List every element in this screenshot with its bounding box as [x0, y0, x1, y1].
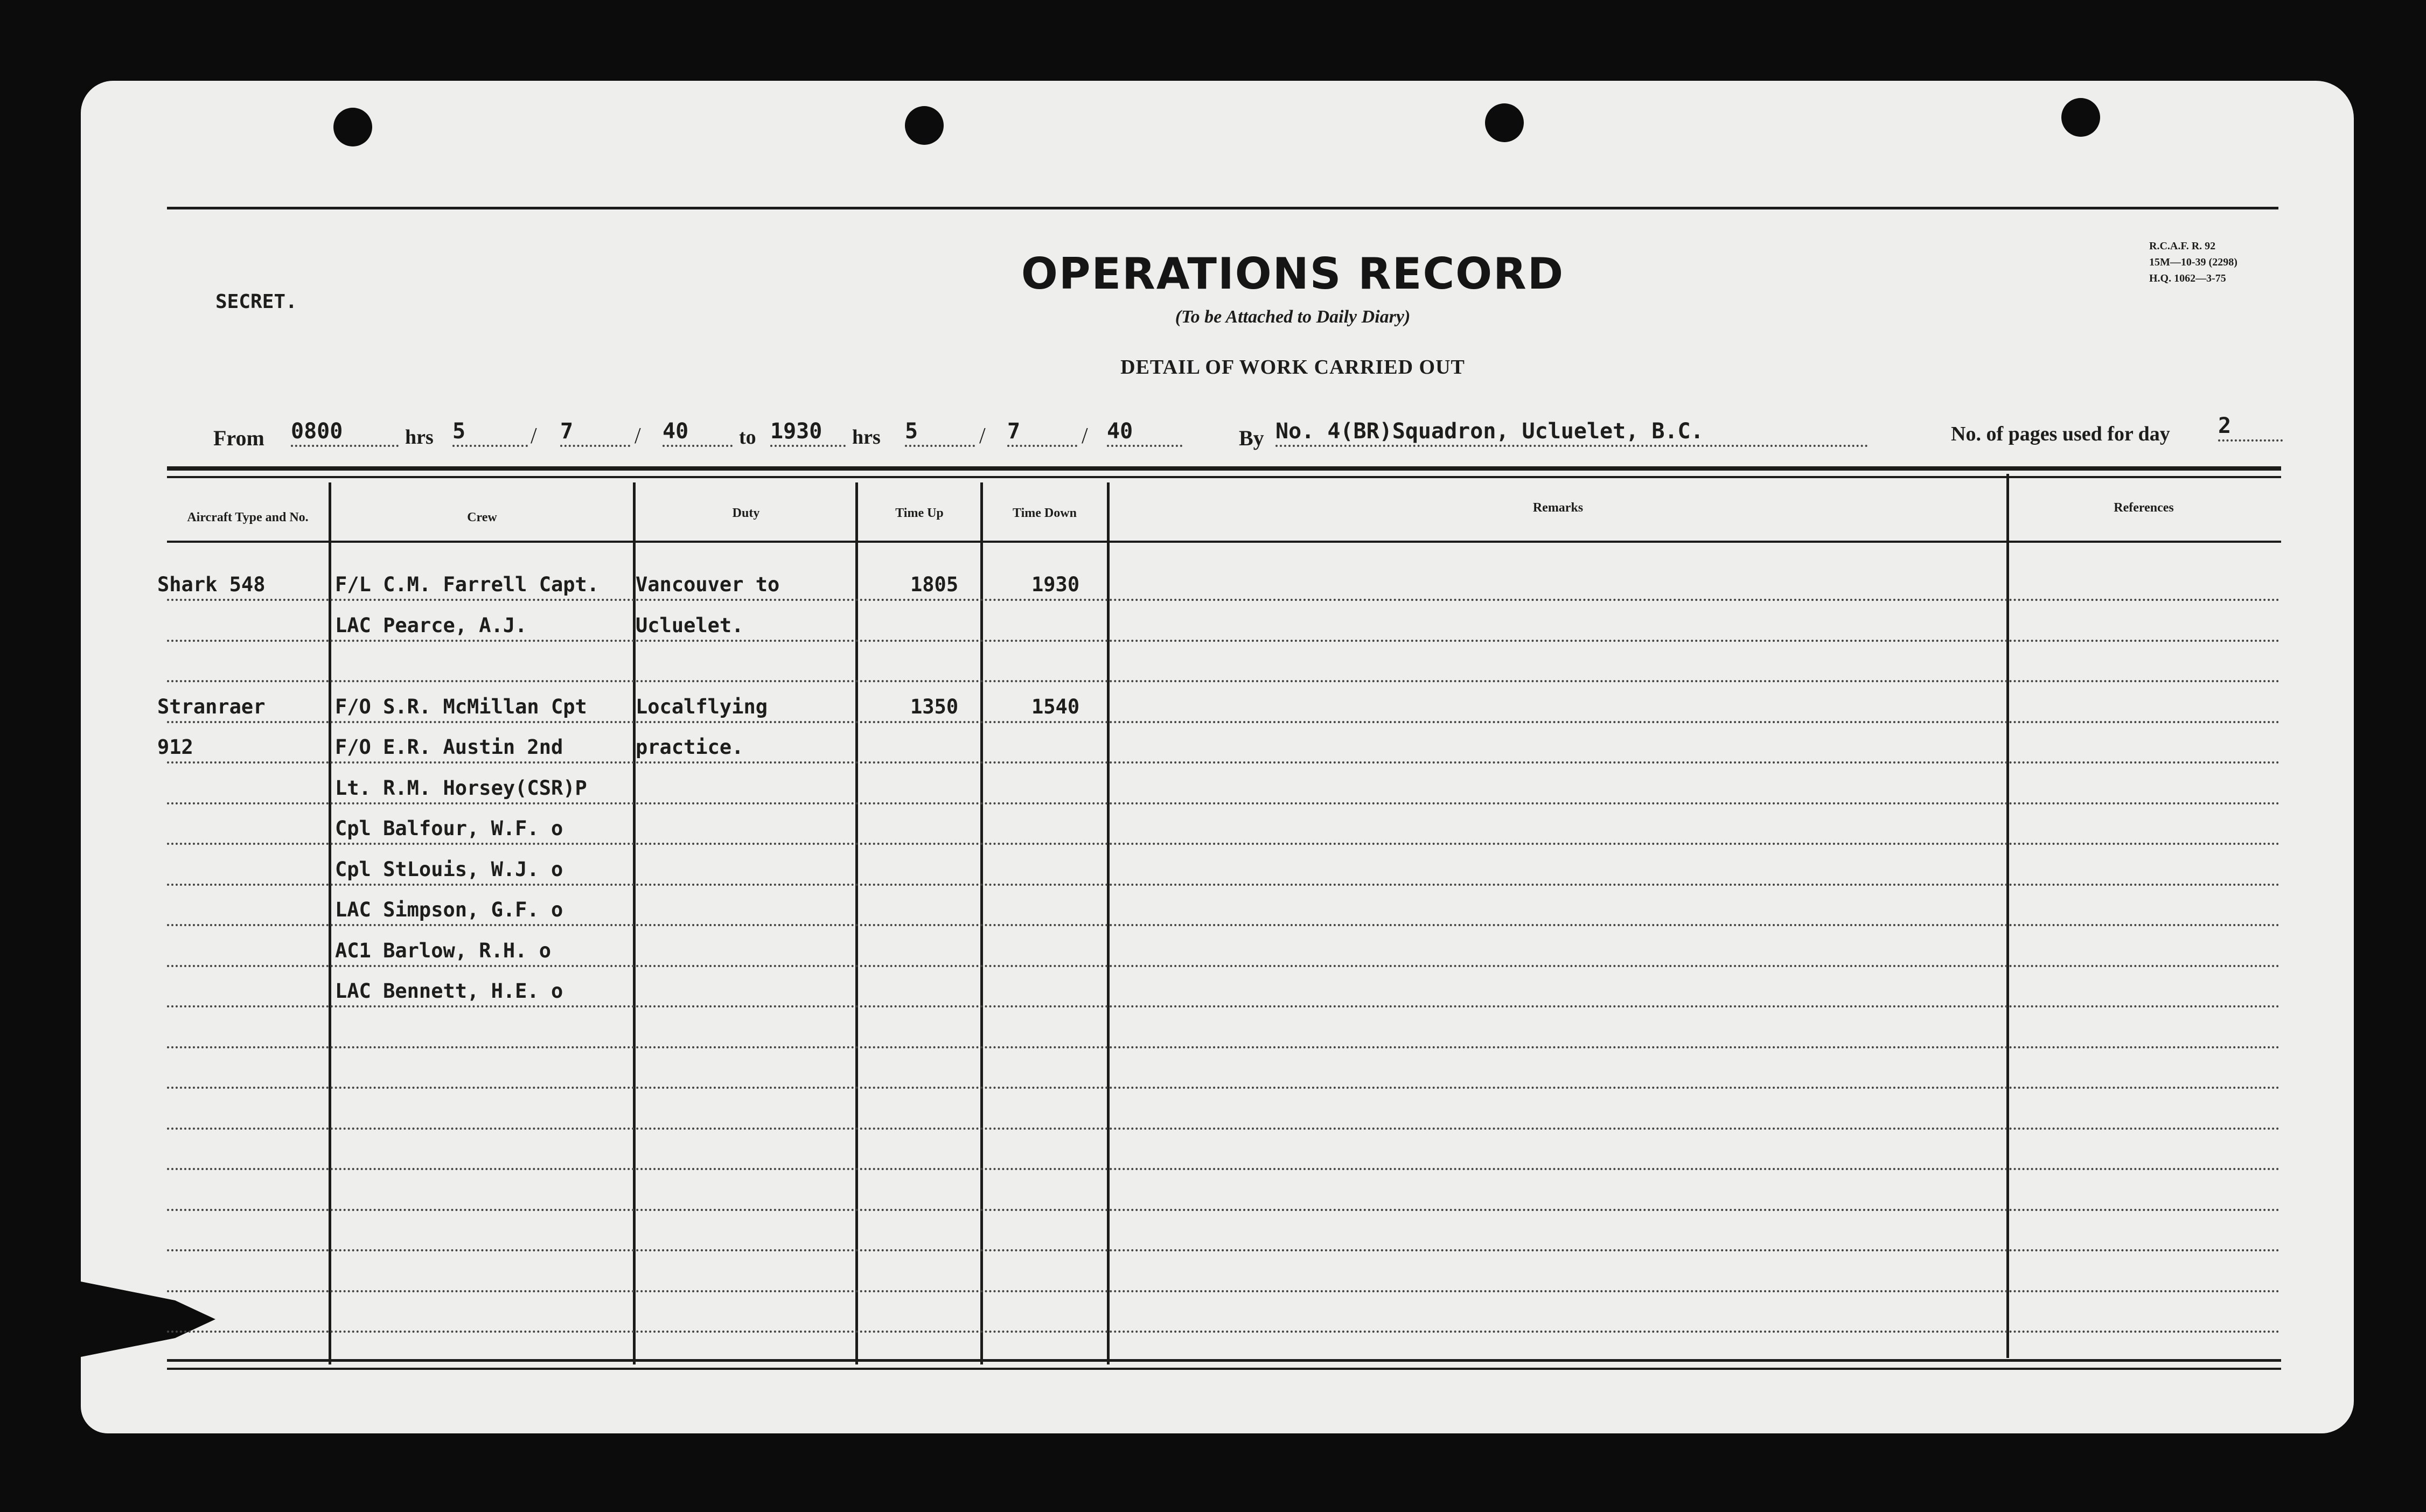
- ruled-line: [167, 843, 2281, 845]
- page-subtitle: (To be Attached to Daily Diary): [1175, 307, 1411, 327]
- ruled-line: [167, 965, 2281, 967]
- date-separator: /: [635, 424, 641, 449]
- hrs-label: hrs: [852, 426, 881, 449]
- cell-crew: LAC Bennett, H.E. o: [335, 979, 563, 1003]
- ruled-line: [167, 1331, 2281, 1333]
- column-divider: [1107, 482, 1110, 1364]
- ruled-line: [167, 761, 2281, 764]
- cell-time-up: 1350: [910, 695, 959, 718]
- cell-duty: Localflying: [636, 695, 768, 718]
- cell-duty: Ucluelet.: [636, 613, 744, 637]
- cell-crew: AC1 Barlow, R.H. o: [335, 939, 551, 962]
- top-rule: [167, 207, 2278, 209]
- column-header-time-up: Time Up: [895, 506, 944, 520]
- cell-aircraft: Shark 548: [157, 573, 266, 596]
- from-day-field: 5: [452, 419, 528, 447]
- cell-crew: LAC Pearce, A.J.: [335, 613, 527, 637]
- to-year-field: 40: [1107, 419, 1182, 447]
- ruled-line: [167, 1046, 2281, 1048]
- cell-crew: Cpl StLouis, W.J. o: [335, 857, 563, 881]
- date-separator: /: [531, 424, 537, 449]
- ruled-line: [167, 721, 2281, 723]
- to-day-field: 5: [905, 419, 975, 447]
- cell-crew: F/O E.R. Austin 2nd: [335, 736, 563, 759]
- punch-hole: [333, 108, 372, 146]
- cell-duty: practice.: [636, 736, 744, 759]
- column-header-duty: Duty: [732, 506, 760, 520]
- ruled-line: [167, 599, 2281, 601]
- column-header-crew: Crew: [467, 510, 497, 524]
- ruled-line: [167, 680, 2281, 682]
- cell-aircraft: 912: [157, 736, 193, 759]
- column-header-references: References: [2114, 501, 2174, 515]
- form-number: R.C.A.F. R. 92 15M—10-39 (2298) H.Q. 1062—3-75: [2149, 240, 2237, 284]
- page-title: OPERATIONS RECORD: [1021, 249, 1565, 299]
- cell-duty: Vancouver to: [636, 573, 780, 596]
- cell-crew: F/L C.M. Farrell Capt.: [335, 573, 599, 596]
- column-header-remarks: Remarks: [1532, 501, 1584, 515]
- ruled-line: [167, 1128, 2281, 1130]
- ruled-line: [167, 1087, 2281, 1089]
- from-month-field: 7: [560, 419, 630, 447]
- from-year-field: 40: [663, 419, 733, 447]
- ruled-line: [167, 1168, 2281, 1170]
- ruled-line: [167, 1249, 2281, 1251]
- table-top-rule-thin: [167, 476, 2281, 478]
- table-bottom-rule-thin: [167, 1368, 2281, 1370]
- ruled-line: [167, 802, 2281, 804]
- cell-aircraft: Stranraer: [157, 695, 266, 718]
- detail-heading: DETAIL OF WORK CARRIED OUT: [1120, 356, 1465, 379]
- pages-count-field: 2: [2218, 414, 2283, 442]
- column-divider: [329, 482, 331, 1364]
- from-time-field: 0800: [291, 419, 399, 447]
- ruled-line: [167, 884, 2281, 886]
- from-label: From: [213, 426, 264, 450]
- date-separator: /: [1082, 424, 1088, 449]
- pages-used-label: No. of pages used for day: [1951, 423, 2170, 445]
- column-divider: [2006, 474, 2009, 1358]
- hrs-label: hrs: [405, 426, 434, 449]
- header-underline: [167, 541, 2281, 543]
- column-divider: [855, 482, 858, 1364]
- cell-time-up: 1805: [910, 573, 959, 596]
- ruled-line: [167, 1005, 2281, 1007]
- table-top-rule: [167, 466, 2281, 471]
- cell-crew: LAC Simpson, G.F. o: [335, 898, 563, 921]
- column-header-aircraft: Aircraft Type and No.: [187, 510, 309, 524]
- to-label: to: [739, 426, 756, 449]
- ruled-line: [167, 1290, 2281, 1292]
- cell-crew: Cpl Balfour, W.F. o: [335, 817, 563, 840]
- date-separator: /: [979, 424, 986, 449]
- column-divider: [980, 482, 983, 1364]
- to-time-field: 1930: [770, 419, 846, 447]
- punch-hole: [1485, 103, 1524, 142]
- ruled-line: [167, 924, 2281, 926]
- cell-time-down: 1540: [1031, 695, 1080, 718]
- table-bottom-rule: [167, 1359, 2281, 1362]
- cell-crew: F/O S.R. McMillan Cpt: [335, 695, 587, 718]
- by-label: By: [1239, 426, 1264, 450]
- cell-time-down: 1930: [1031, 573, 1080, 596]
- classification-label: SECRET.: [215, 291, 297, 313]
- punch-hole: [2061, 98, 2100, 137]
- column-header-time-down: Time Down: [1013, 506, 1077, 520]
- unit-field: No. 4(BR)Squadron, Ucluelet, B.C.: [1275, 419, 1868, 447]
- ruled-line: [167, 1209, 2281, 1211]
- to-month-field: 7: [1007, 419, 1077, 447]
- cell-crew: Lt. R.M. Horsey(CSR)P: [335, 776, 587, 800]
- ruled-line: [167, 640, 2281, 642]
- punch-hole: [905, 106, 944, 145]
